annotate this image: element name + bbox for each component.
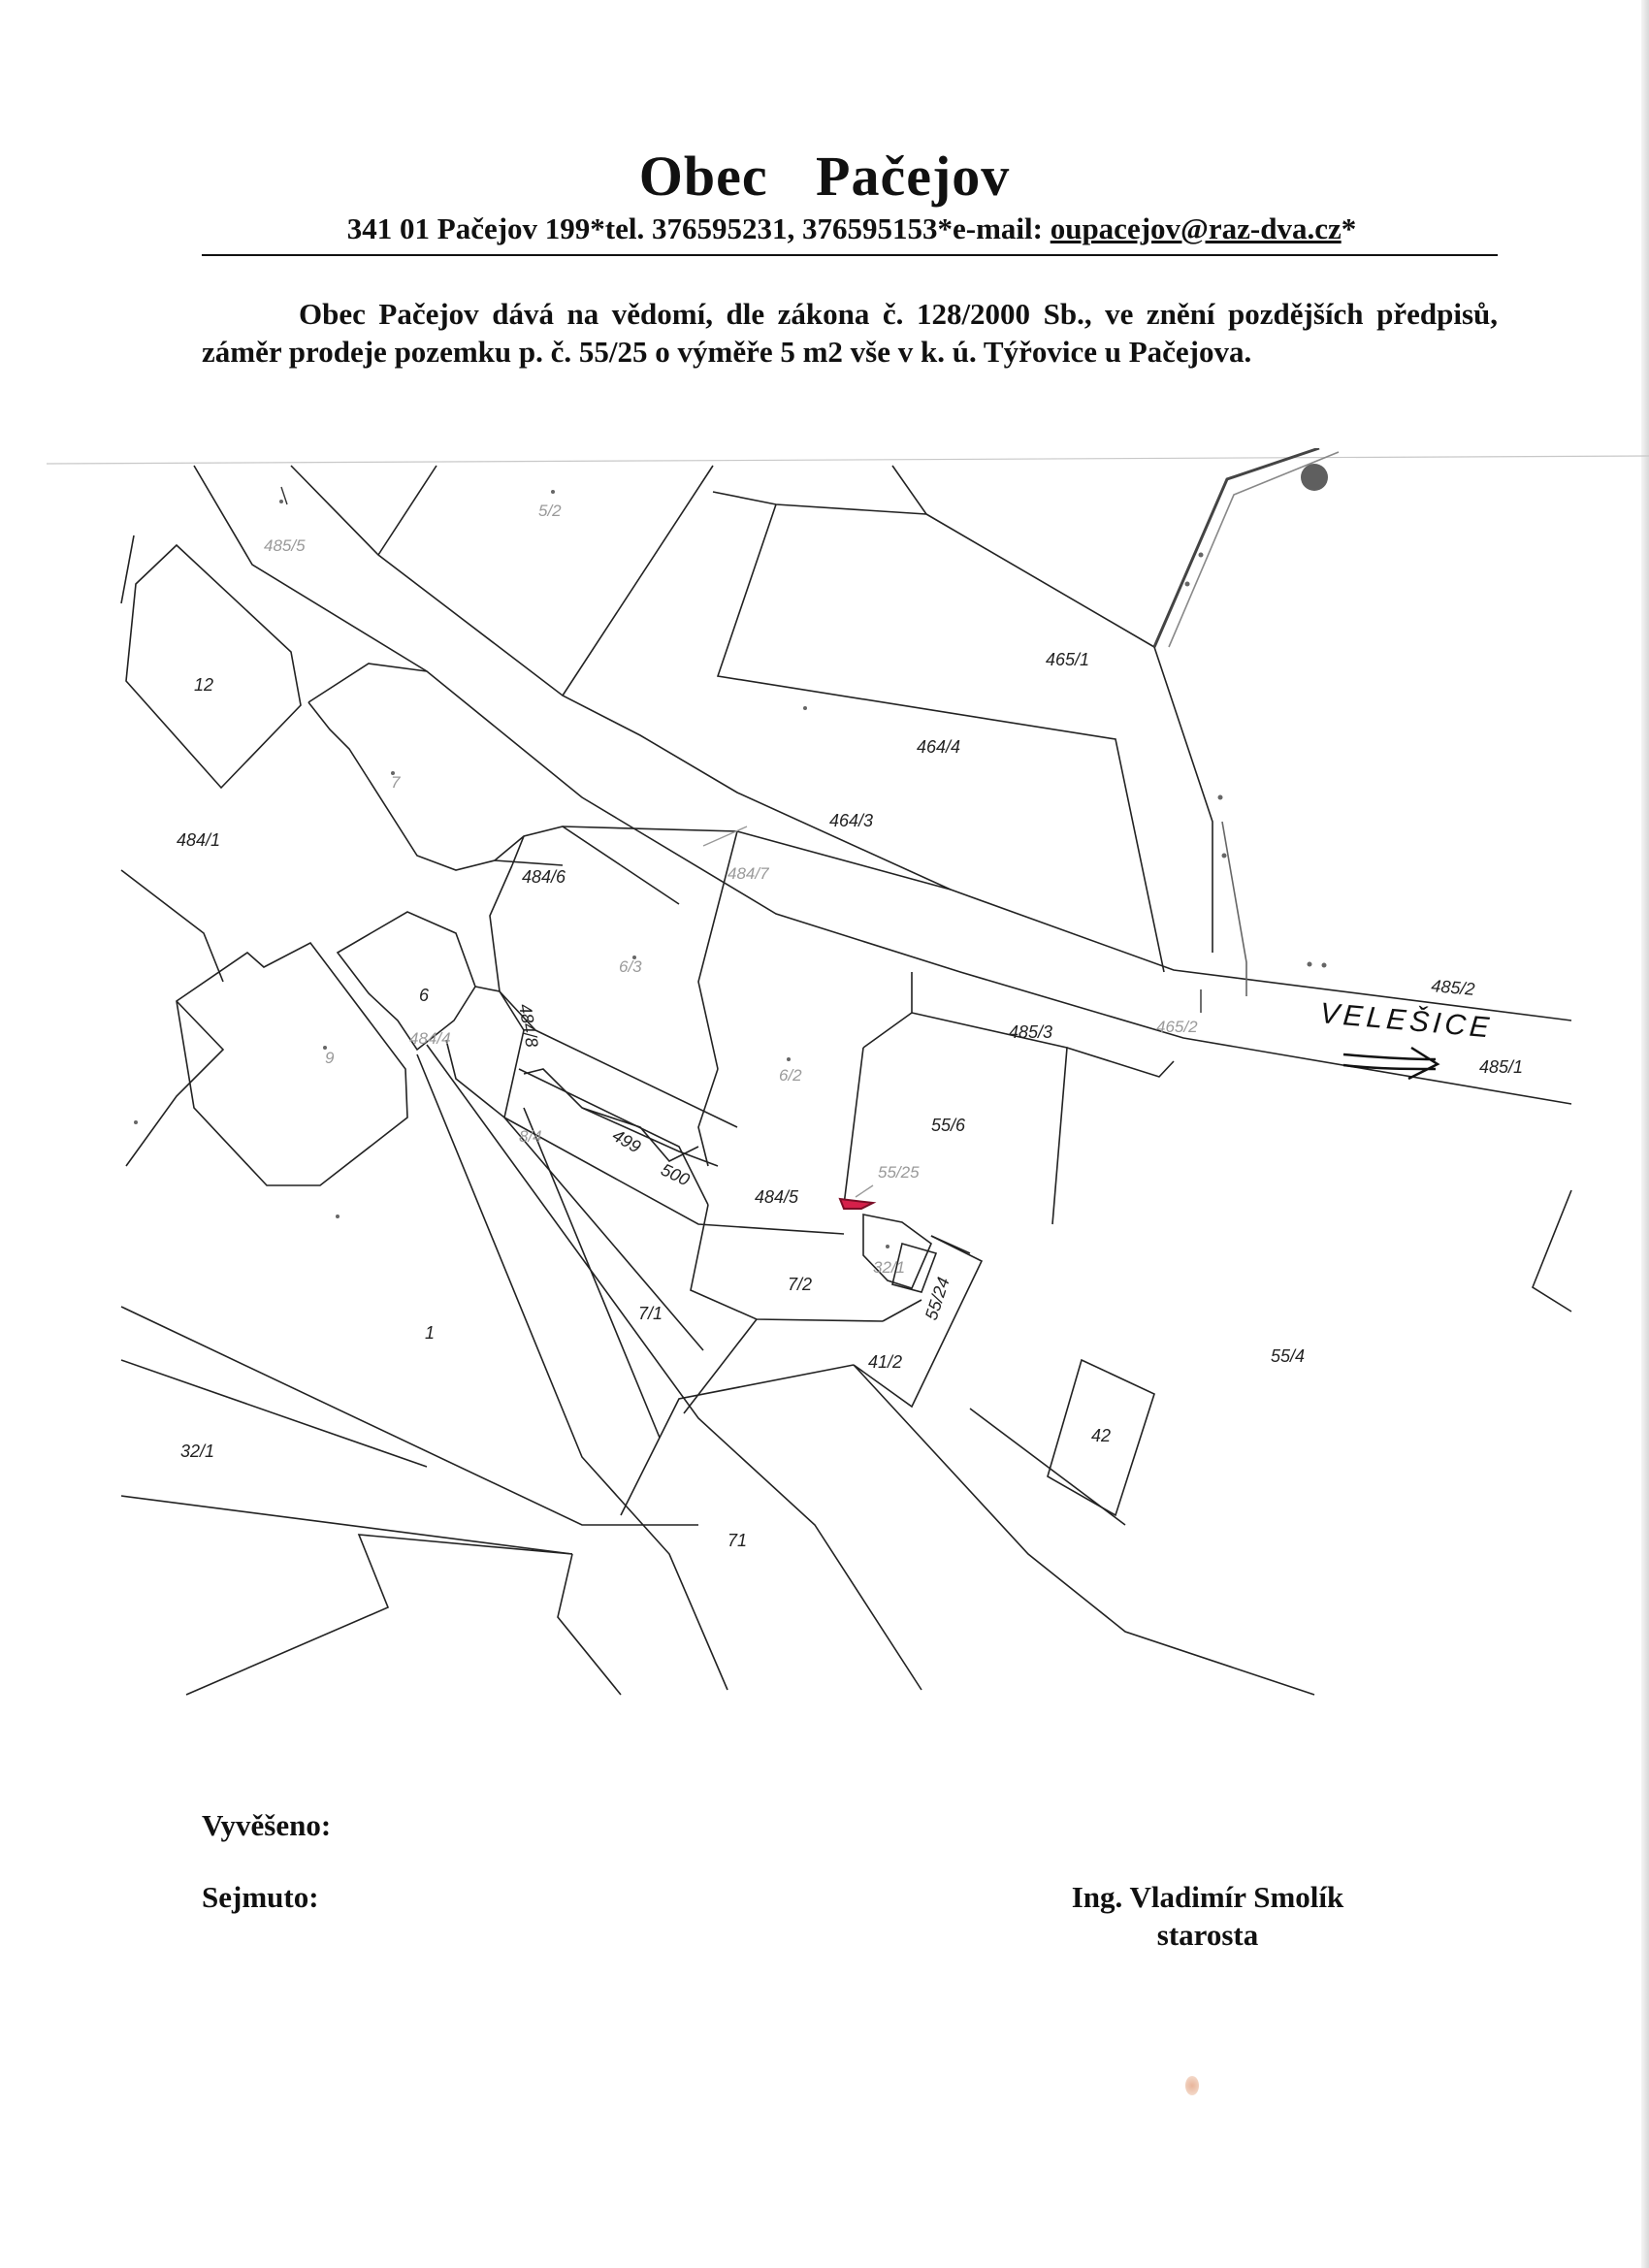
- parcel-label: 465/2: [1156, 1018, 1198, 1036]
- parcel-label: 8/4: [519, 1127, 542, 1146]
- removed-label: Sejmuto:: [202, 1880, 319, 1914]
- parcel-label: 484/4: [409, 1029, 451, 1048]
- parcel-label: 484/5: [755, 1187, 799, 1207]
- parcel-label: 55/4: [1271, 1346, 1306, 1366]
- parcel-label: 485/3: [1009, 1022, 1053, 1042]
- email-link[interactable]: oupacejov@raz-dva.cz: [1050, 211, 1342, 245]
- parcel-label: 42: [1091, 1426, 1112, 1445]
- parcel-label: 1: [425, 1323, 436, 1343]
- parcel-label: 484/6: [522, 867, 566, 887]
- parcel-label: 485/5: [264, 536, 306, 555]
- direction-arrow-icon: [1343, 1048, 1438, 1079]
- parcel-label: 6/2: [779, 1066, 802, 1085]
- parcel-label: 464/3: [829, 811, 874, 830]
- signer-role: starosta: [1156, 1918, 1259, 1952]
- direction-label: VELEŠICE: [1318, 997, 1495, 1045]
- parcel-label: 465/1: [1046, 650, 1090, 669]
- parcel-label: 485/2: [1430, 976, 1476, 999]
- paper-stain: [1185, 2076, 1199, 2095]
- parcel-label: 71: [728, 1531, 748, 1550]
- parcel-label: 7/1: [638, 1304, 663, 1323]
- parcel-label: 500: [658, 1159, 693, 1190]
- parcel-label: 32/1: [873, 1258, 906, 1277]
- parcel-boundaries: [47, 448, 1649, 1695]
- parcel-label: 7/2: [788, 1275, 813, 1294]
- cadastral-map: [0, 448, 1649, 1700]
- parcel-label: 55/6: [931, 1116, 966, 1135]
- parcel-label: 5/2: [538, 502, 562, 520]
- signature-block: [1009, 1878, 1406, 1954]
- parcel-55-25-highlight: [840, 1199, 873, 1209]
- parcel-label: 32/1: [180, 1442, 215, 1461]
- parcel-label: 55/25: [878, 1163, 920, 1182]
- notice-paragraph: Obec Pačejov dává na vědomí, dle zákona č. 128/2000 Sb., ve znění pozdějších předpisů, záměr prodeje pozemku p. č. 55/25 o výměře 5 m2 vše v k. ú. Týřovice u Pačejova.: [202, 297, 1498, 369]
- address-end: *: [1341, 211, 1357, 245]
- parcel-label: 6: [419, 986, 430, 1005]
- parcel-label: 464/4: [917, 737, 961, 757]
- parcel-label: 12: [194, 675, 214, 695]
- contact-line: [202, 211, 1502, 246]
- parcel-label: 484/7: [728, 864, 769, 883]
- parcel-label: 55/24: [921, 1275, 954, 1323]
- parcel-label: 9: [325, 1049, 335, 1067]
- signer-name: Ing. Vladimír Smolík: [1071, 1880, 1344, 1914]
- header-divider: [202, 254, 1498, 256]
- posted-label: Vyvěšeno:: [202, 1808, 332, 1842]
- parcel-label: 484/1: [177, 830, 221, 850]
- parcel-label: 484/8: [515, 1002, 542, 1050]
- municipality-title: Obec Pačejov: [638, 145, 1011, 208]
- parcel-label: 7: [391, 773, 401, 792]
- parcel-label: 41/2: [868, 1352, 903, 1372]
- address-text: 341 01 Pačejov 199*tel. 376595231, 376595153*e-mail:: [346, 211, 1051, 245]
- parcel-label: 485/1: [1479, 1057, 1524, 1077]
- parcel-label: 499: [609, 1125, 645, 1157]
- parcel-label: 6/3: [619, 957, 642, 976]
